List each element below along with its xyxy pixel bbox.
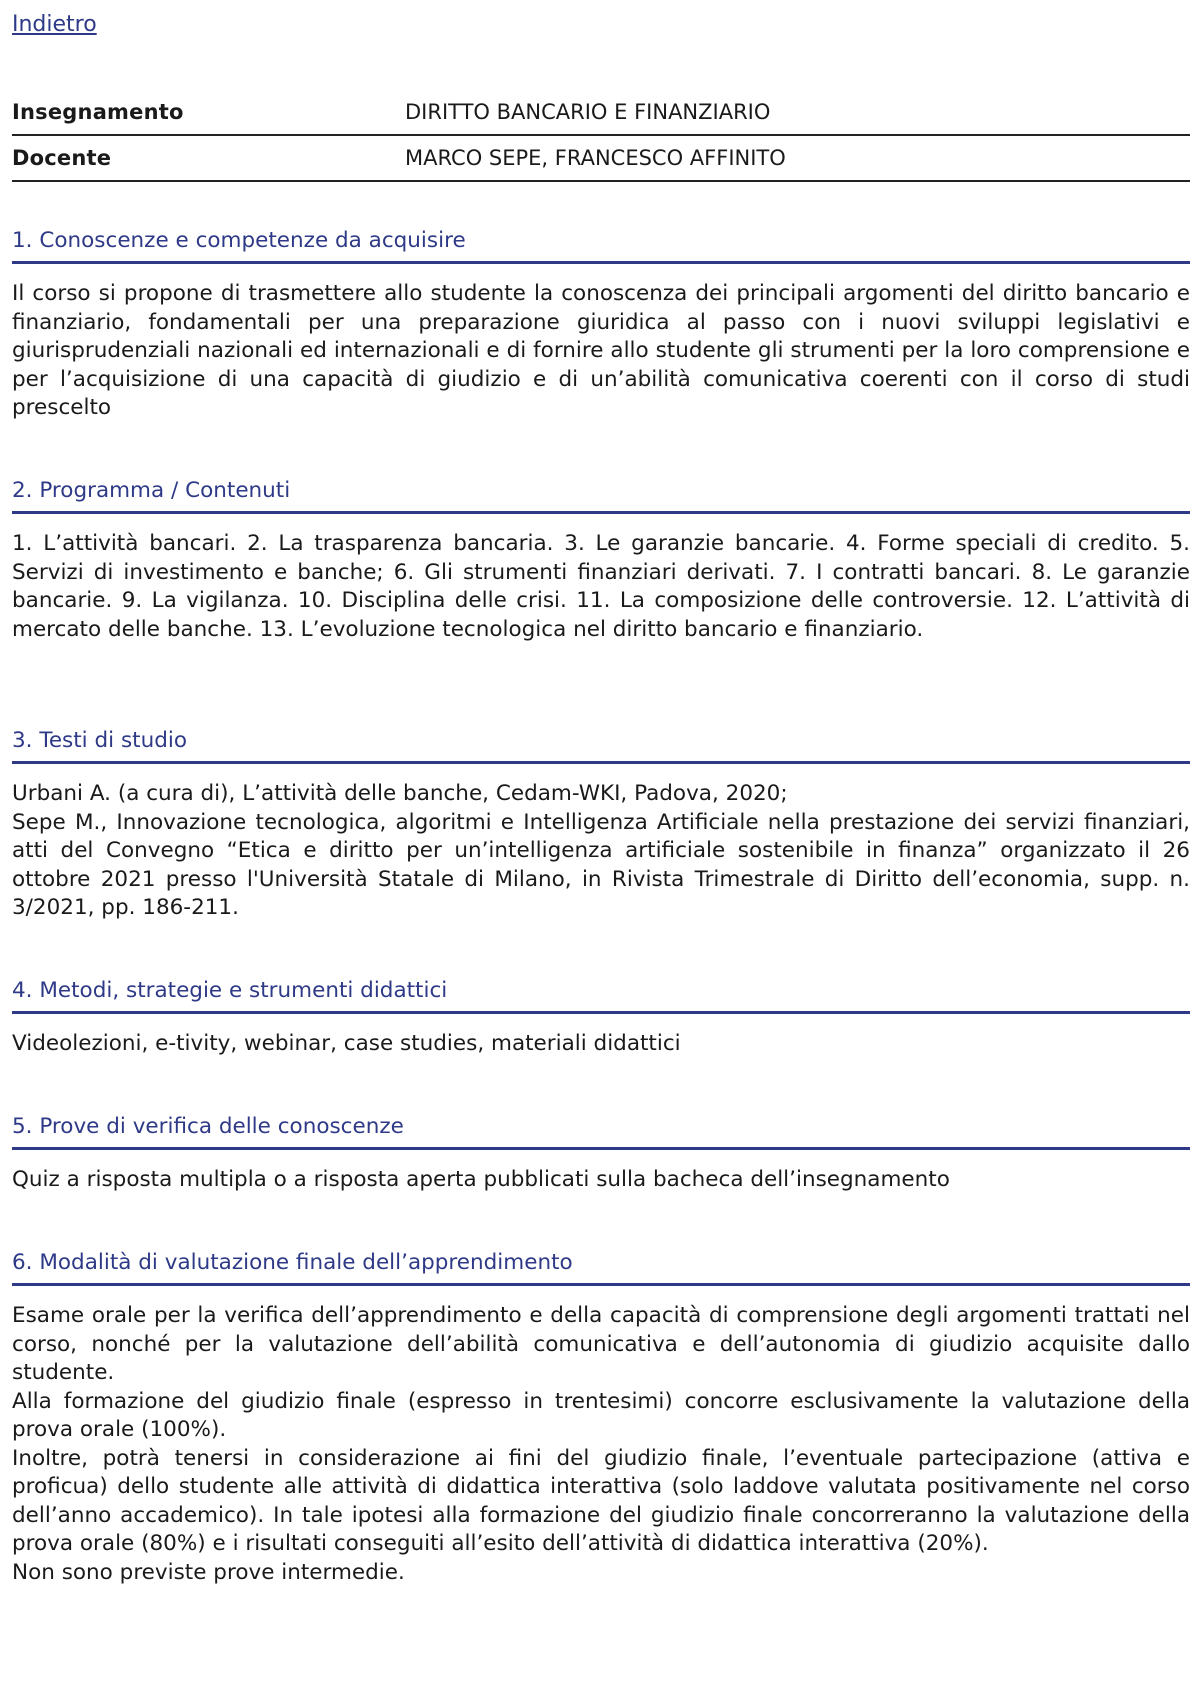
paragraph: Alla formazione del giudizio finale (espresso in trentesimi) concorre esclusivamente la valutazione della prova orale (100%). [12, 1388, 1190, 1442]
paragraph: Il corso si propone di trasmettere allo studente la conoscenza dei principali argomenti del diritto bancario e finanziario, fondamentali per una preparazione giuridica al passo con i nuovi sviluppi legislativi e giurisprudenziali nazionali ed internazionali e di fornire allo studente gli strumenti per la loro comprensione e per l’acquisizione di una capacità di giudizio e di un’abilità comunicativa coerenti con il corso di studi prescelto [12, 281, 1190, 420]
paragraph: Videolezioni, e-tivity, webinar, case studies, materiali didattici [12, 1031, 681, 1056]
section-title: 4. Metodi, strategie e strumenti didattici [12, 978, 1190, 1014]
section-title: 1. Conoscenze e competenze da acquisire [12, 228, 1190, 264]
section-assessment [12, 1114, 1190, 1195]
section-body [12, 530, 1190, 644]
section-program [12, 478, 1190, 644]
info-row-teacher [12, 136, 1190, 182]
paragraph: Esame orale per la verifica dell’apprendimento e della capacità di comprensione degli argomenti trattati nel corso, nonché per la valutazione dell’abilità comunicativa e dell’autonomia di giudizio acquisite dallo studente. [12, 1303, 1190, 1385]
section-title: 2. Programma / Contenuti [12, 478, 1190, 514]
paragraph: Sepe M., Innovazione tecnologica, algoritmi e Intelligenza Artificiale nella prestazione dei servizi finanziari, atti del Convegno “Etica e diritto per un’intelligenza artificiale sostenibile in finanza” organizzato il 26 ottobre 2021 presso l'Università Statale di Milano, in Rivista Trimestrale di Diritto dell’economia, supp. n. 3/2021, pp. 186-211. [12, 809, 1190, 920]
info-value-course: DIRITTO BANCARIO E FINANZIARIO [405, 100, 771, 124]
section-title: 5. Prove di verifica delle conoscenze [12, 1114, 1190, 1150]
paragraph: 1. L’attività bancari. 2. La trasparenza bancaria. 3. Le garanzie bancarie. 4. Forme speciali di credito. 5. Servizi di investimento e banche; 6. Gli strumenti finanziari derivati. 7. I contratti bancari. 8. Le garanzie bancarie. 9. La vigilanza. 10. Disciplina delle crisi. 11. La composizione delle controversie. 12. L’attività di mercato delle banche. 13. L’evoluzione tecnologica nel diritto bancario e finanziario. [12, 531, 1190, 642]
back-link[interactable]: Indietro [12, 12, 97, 37]
section-methods [12, 978, 1190, 1059]
section-body [12, 1030, 1190, 1059]
paragraph: Quiz a risposta multipla o a risposta aperta pubblicati sulla bacheca dell’insegnamento [12, 1167, 950, 1192]
course-info-table [12, 90, 1190, 182]
paragraph: Non sono previste prove intermedie. [12, 1559, 405, 1585]
info-value-teacher: MARCO SEPE, FRANCESCO AFFINITO [405, 146, 786, 170]
section-title: 3. Testi di studio [12, 728, 1190, 764]
section-final-evaluation [12, 1250, 1190, 1587]
section-texts [12, 728, 1190, 923]
section-body [12, 780, 1190, 923]
section-body [12, 1302, 1190, 1587]
info-label-course: Insegnamento [12, 100, 184, 124]
section-body [12, 1166, 1190, 1195]
paragraph: Urbani A. (a cura di), L’attività delle banche, Cedam-WKI, Padova, 2020; [12, 781, 788, 806]
info-label-teacher: Docente [12, 146, 112, 170]
paragraph: Inoltre, potrà tenersi in considerazione ai fini del giudizio finale, l’eventuale partecipazione (attiva e proficua) dello studente alle attività di didattica interattiva (solo laddove valutata positivamente nel corso dell’anno accademico). In tale ipotesi alla formazione del giudizio finale concorreranno la valutazione della prova orale (80%) e i risultati conseguiti all’esito dell’attività di didattica interattiva (20%). [12, 1445, 1190, 1556]
section-learning-outcomes [12, 228, 1190, 423]
section-title: 6. Modalità di valutazione finale dell’apprendimento [12, 1250, 1190, 1286]
section-body [12, 280, 1190, 423]
info-row-course [12, 90, 1190, 136]
